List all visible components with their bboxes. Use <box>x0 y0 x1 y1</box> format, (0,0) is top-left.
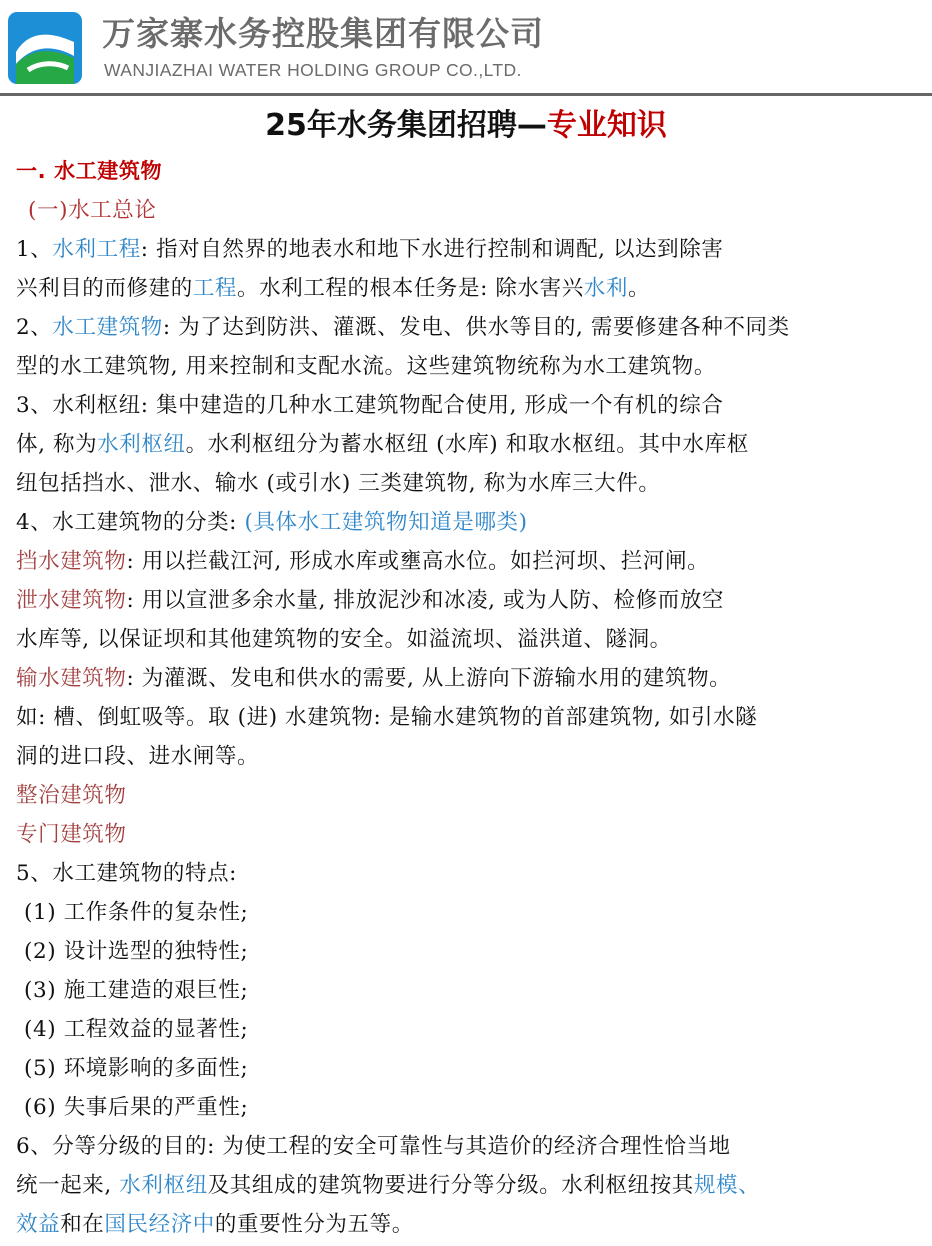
para3-line2: 体, 称为水利枢纽。水利枢纽分为蓄水枢纽 (水库) 和取水枢纽。其中水库枢 <box>16 432 749 457</box>
term-link[interactable]: 国民经济中 <box>104 1212 215 1237</box>
header <box>0 0 932 92</box>
category-conveyance-cont2: 洞的进口段、进水闸等。 <box>16 744 260 769</box>
term-link[interactable]: 规模、 <box>693 1173 761 1198</box>
para6-line1: 6、分等分级的目的: 为使工程的安全可靠性与其造价的经济合理性恰当地 <box>16 1134 731 1159</box>
category-label: 挡水建筑物 <box>16 549 127 574</box>
category-discharge-cont: 水库等, 以保证坝和其他建筑物的安全。如溢流坝、溢洪道、隧洞。 <box>16 627 672 652</box>
company-logo-icon <box>8 12 82 84</box>
para2-line2: 型的水工建筑物, 用来控制和支配水流。这些建筑物统称为水工建筑物。 <box>16 354 716 379</box>
term-link[interactable]: 水利枢纽 <box>119 1173 208 1198</box>
para3-line1: 3、水利枢纽: 集中建造的几种水工建筑物配合使用, 形成一个有机的综合 <box>16 393 724 418</box>
para2-line1: 2、水工建筑物: 为了达到防洪、灌溉、发电、供水等目的, 需要修建各种不同类 <box>16 315 790 340</box>
category-label: 输水建筑物 <box>16 666 127 691</box>
feature-item: (6) 失事后果的严重性; <box>24 1095 249 1120</box>
category-label: 泄水建筑物 <box>16 588 127 613</box>
para3-line3: 纽包括挡水、泄水、输水 (或引水) 三类建筑物, 称为水库三大件。 <box>16 471 661 496</box>
term-link[interactable]: 工程 <box>192 276 238 301</box>
para5-line1: 5、水工建筑物的特点: <box>16 861 238 886</box>
feature-item: (3) 施工建造的艰巨性; <box>24 978 249 1003</box>
company-name-cn: 万家寨水务控股集团有限公司 <box>102 14 544 53</box>
term-link[interactable]: 效益 <box>16 1212 61 1237</box>
section-heading: 一. 水工建筑物 <box>16 159 163 183</box>
classification-note: (具体水工建筑物知道是哪类) <box>244 510 528 535</box>
term-link[interactable]: 水利 <box>583 276 628 301</box>
feature-item: (2) 设计选型的独特性; <box>24 939 249 964</box>
header-divider <box>0 93 932 96</box>
page-title <box>0 104 932 148</box>
feature-item: (4) 工程效益的显著性; <box>24 1017 249 1042</box>
category-retaining: 挡水建筑物: 用以拦截江河, 形成水库或壅高水位。如拦河坝、拦河闸。 <box>16 549 710 574</box>
para1-line2: 兴利目的而修建的工程。水利工程的根本任务是: 除水害兴水利。 <box>16 276 651 301</box>
title-main: 25年水务集团招聘— <box>265 108 547 143</box>
subsection-heading: (一)水工总论 <box>28 198 157 223</box>
category-special: 专门建筑物 <box>16 822 127 847</box>
term-link[interactable]: 水利工程 <box>52 237 141 262</box>
category-regulation: 整治建筑物 <box>16 783 127 808</box>
company-name-en: WANJIAZHAI WATER HOLDING GROUP CO.,LTD. <box>104 60 522 80</box>
feature-item: (1) 工作条件的复杂性; <box>24 900 249 925</box>
title-accent: 专业知识 <box>546 108 667 143</box>
feature-item: (5) 环境影响的多面性; <box>24 1056 249 1081</box>
category-conveyance-cont1: 如: 槽、倒虹吸等。取 (进) 水建筑物: 是输水建筑物的首部建筑物, 如引水隧 <box>16 705 758 730</box>
category-conveyance: 输水建筑物: 为灌溉、发电和供水的需要, 从上游向下游输水用的建筑物。 <box>16 666 732 691</box>
term-link[interactable]: 水工建筑物 <box>52 315 163 340</box>
para1-line1: 1、水利工程: 指对自然界的地表水和地下水进行控制和调配, 以达到除害 <box>16 237 724 262</box>
para6-line2: 统一起来, 水利枢纽及其组成的建筑物要进行分等分级。水利枢纽按其规模、 <box>16 1173 761 1198</box>
para4-line1: 4、水工建筑物的分类: (具体水工建筑物知道是哪类) <box>16 510 528 535</box>
term-link[interactable]: 水利枢纽 <box>97 432 186 457</box>
category-discharge: 泄水建筑物: 用以宣泄多余水量, 排放泥沙和冰凌, 或为人防、检修而放空 <box>16 588 725 613</box>
para6-line3: 效益和在国民经济中的重要性分为五等。 <box>16 1212 414 1237</box>
document-body <box>16 152 921 1244</box>
